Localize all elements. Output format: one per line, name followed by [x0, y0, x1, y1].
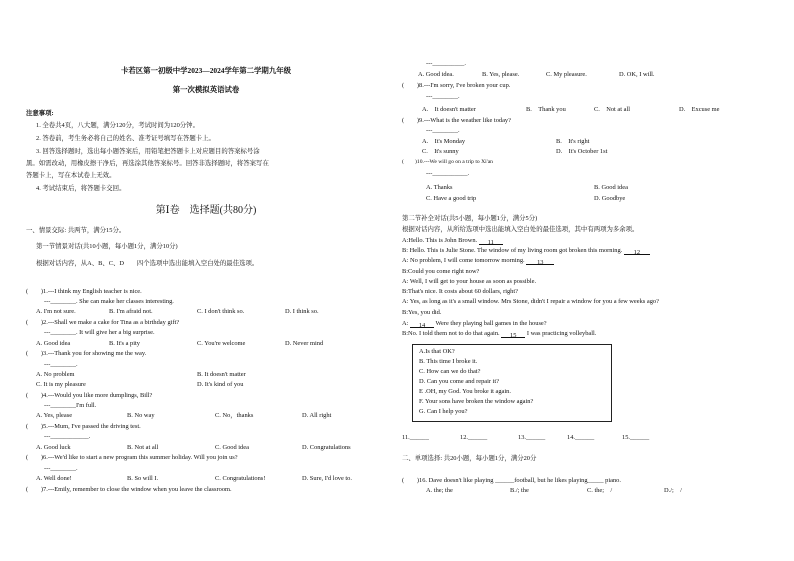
question-7-stem: ( )7.---Emily, remember to close the window when you leave the classroom.: [26, 486, 232, 493]
part1-instructions: 根据对话内容，从A、B、C、D 四个选项中选出能填入空白处的最佳选项。: [36, 260, 259, 267]
part1-sub-title: 第一节情景对话(共10小题，每小题1分，满分10分): [36, 243, 178, 250]
question-6-option-b[interactable]: B. So will I.: [127, 475, 159, 482]
question-5-stem: ( )5.---Mum, I've passed the driving test.: [26, 423, 141, 430]
question-1-line2: ---________. She can make her classes interesting.: [44, 298, 174, 305]
dialogue-line-9-text: Were they playing ball games in the house?: [435, 320, 547, 327]
question-10-option-c[interactable]: C. Have a good trip: [426, 195, 477, 202]
question-3-option-a[interactable]: A. No problem: [36, 371, 75, 378]
note-4: 4. 考试结束后，将答题卡交回。: [36, 185, 126, 192]
question-2-option-b[interactable]: B. It's a pity: [109, 340, 140, 347]
question-4-option-d[interactable]: D. All right: [302, 412, 332, 419]
note-3-cont: 黑。如需改动，用橡皮擦干净后，再选涂其他答案标号。回答非选择题时，将答案写在: [26, 160, 269, 167]
question-5-option-a[interactable]: A. Good luck: [36, 444, 71, 451]
question-1-stem: ( )1.---I think my English teacher is nice.: [26, 288, 142, 295]
box-option-d: D. Can you come and repair it?: [419, 378, 500, 385]
part2-instructions: 根据对话内容，从所给选项中选出能填入空白处的最佳选项，其中有两项为多余项。: [402, 226, 639, 233]
answer-15[interactable]: 15.______: [622, 434, 650, 441]
question-1-option-b[interactable]: B. I'm afraid not.: [109, 308, 153, 315]
question-10-option-a[interactable]: A. Thanks: [426, 184, 453, 191]
part1-title: 一、情景交际: 共两节，满分15分。: [26, 227, 126, 234]
dialogue-line-2: [402, 247, 650, 255]
box-option-e: E .OH, my God. You broke it again.: [419, 388, 511, 395]
question-10-option-b[interactable]: B. Good idea: [594, 184, 628, 191]
dialogue-line-9-speaker: A:: [402, 320, 409, 327]
question-4-option-b[interactable]: B. No way: [127, 412, 155, 419]
question-1-option-c[interactable]: C. I don't think so.: [197, 308, 245, 315]
question-8-option-d[interactable]: D. Excuse me: [679, 106, 720, 113]
question-7-option-b[interactable]: B. Yes, please.: [482, 71, 520, 78]
question-7-line2: ---__________.: [426, 60, 466, 67]
answer-12[interactable]: 12.______: [460, 434, 488, 441]
dialogue-line-8: B:Yes, you did.: [402, 309, 442, 316]
part3-title: 二、单项选择: 共20小题，每小题1分，满分20分: [402, 455, 537, 462]
dialogue-line-10-text: B:No. I told them not to do that again.: [402, 330, 500, 337]
question-2-option-a[interactable]: A. Good idea: [36, 340, 71, 347]
box-option-b: B. This time I broke it.: [419, 358, 478, 365]
question-16-option-c[interactable]: C. the; /: [587, 487, 613, 494]
question-6-stem: ( )6.---We'd like to start a new program this summer holiday. Will you join us?: [26, 454, 238, 461]
question-3-stem: ( )3.---Thank you for showing me the way.: [26, 350, 147, 357]
question-6-option-d[interactable]: D. Sure, I'd love to.: [302, 475, 352, 482]
left-column: [26, 0, 386, 561]
question-16-option-a[interactable]: A. the; the: [426, 487, 453, 494]
question-1-option-a[interactable]: A. I'm not sure.: [36, 308, 76, 315]
blank-13[interactable]: 13: [526, 259, 554, 265]
question-3-option-d[interactable]: D. It's kind of you: [197, 381, 244, 388]
question-5-option-d[interactable]: D. Congratulations: [302, 444, 351, 451]
answer-11[interactable]: 11.______: [402, 434, 429, 441]
question-4-stem: ( )4.---Would you like more dumplings, Bill?: [26, 392, 153, 399]
dialogue-line-1-text: A:Hello. This is John Brown.: [402, 237, 478, 244]
question-6-line2: ---________.: [44, 465, 78, 472]
box-option-c: C. How can we do that?: [419, 368, 481, 375]
box-option-a: A.Is that OK?: [419, 348, 455, 355]
right-column: [402, 0, 770, 561]
note-1: 1. 全卷共4页，八大题，满分120分，考试时间为120分钟。: [36, 122, 199, 129]
question-5-option-c[interactable]: C. Good idea: [215, 444, 249, 451]
box-option-g: G. Can I help you?: [419, 408, 468, 415]
question-9-stem: ( )9.---What is the weather like today?: [402, 117, 511, 124]
dialogue-line-10-end: I was practicing volleyball.: [526, 330, 597, 337]
blank-11[interactable]: 11: [479, 239, 503, 245]
blank-14[interactable]: 14: [410, 322, 434, 328]
question-9-line2: ---________.: [426, 127, 460, 134]
question-10-stem: ( )10.---We will go on a trip to Xi'an: [402, 159, 493, 165]
question-7-option-a[interactable]: A. Good idea.: [418, 71, 454, 78]
question-10-option-d[interactable]: D. Goodbye: [594, 195, 626, 202]
question-7-option-c[interactable]: C. My pleasure.: [546, 71, 587, 78]
dialogue-line-3: [402, 257, 554, 265]
answer-13[interactable]: 13.______: [518, 434, 546, 441]
question-9-option-d[interactable]: D. It's October 1st: [556, 148, 608, 155]
question-2-stem: ( )2.---Shall we make a cake for Tina as a birthday gift?: [26, 319, 180, 326]
question-8-option-a[interactable]: A. It doesn't matter: [422, 106, 476, 113]
question-6-option-a[interactable]: A. Well done!: [36, 475, 72, 482]
question-9-option-c[interactable]: C. It's sunny: [422, 148, 459, 155]
note-3-end: 答题卡上，写在本试卷上无效。: [26, 172, 116, 179]
question-5-option-b[interactable]: B. Not at all: [127, 444, 159, 451]
question-16-stem: ( )16. Dave doesn't like playing ______football, but he likes playing_____ piano.: [402, 477, 621, 484]
question-8-stem: ( )8.---I'm sorry, I've broken your cup.: [402, 82, 511, 89]
note-3: 3. 回答选择题时，选出每小题答案后，用铅笔把答题卡上对应题目的答案标号涂: [36, 148, 260, 155]
question-10-line2: ---___________.: [426, 170, 470, 177]
dialogue-line-6: B:That's nice. It costs about 60 dollars, right?: [402, 288, 518, 295]
dialogue-line-4: B:Could you come right now?: [402, 268, 480, 275]
question-2-option-d[interactable]: D. Never mind: [285, 340, 324, 347]
answer-14[interactable]: 14.______: [567, 434, 595, 441]
question-2-line2: ---________. It will give her a big surprise.: [44, 329, 155, 336]
question-9-option-b[interactable]: B. It's right: [556, 138, 590, 145]
question-16-option-b[interactable]: B./; the: [510, 487, 529, 494]
part2-title: 第二节补全对话(共5小题，每小题1分，满分5分): [402, 215, 538, 222]
question-8-option-b[interactable]: B. Thank you: [526, 106, 566, 113]
question-9-option-a[interactable]: A. It's Monday: [422, 138, 466, 145]
question-3-line2: ---________.: [44, 361, 78, 368]
dialogue-line-3-text: A: No problem, I will come tomorrow morning.: [402, 257, 525, 264]
question-8-line2: ---________.: [426, 93, 460, 100]
question-2-option-c[interactable]: C. You're welcome: [197, 340, 246, 347]
blank-15[interactable]: 15: [501, 332, 525, 338]
question-4-option-a[interactable]: A. Yes, please: [36, 412, 73, 419]
section1-title: 第Ⅰ卷 选择题(共80分): [155, 205, 257, 216]
question-4-line2: ---________I'm full.: [44, 402, 97, 409]
dialogue-line-7: A: Yes, as long as it's a small window. Mrs Stone, didn't I repair a window for you a few weeks ago?: [402, 298, 659, 305]
question-5-line2: ---____________.: [44, 433, 91, 440]
question-7-option-d[interactable]: D. OK, I will.: [619, 71, 655, 78]
question-8-option-c[interactable]: C. Not at all: [594, 106, 631, 113]
dialogue-line-5: A: Well, I will get to your house as soon as possible.: [402, 278, 537, 285]
dialogue-line-1: [402, 237, 503, 245]
blank-12[interactable]: 12: [624, 249, 650, 255]
exam-title-line2: 第一次模拟英语试卷: [172, 85, 240, 94]
question-3-option-c[interactable]: C. It is my pleasure: [36, 381, 86, 388]
question-3-option-b[interactable]: B. It doesn't matter: [197, 371, 246, 378]
dialogue-line-10: [402, 330, 596, 338]
dialogue-options-box: [412, 344, 612, 422]
notes-heading: 注意事项:: [26, 110, 54, 117]
question-6-option-c[interactable]: C. Congratulations!: [215, 475, 266, 482]
question-16-option-d[interactable]: D./; /: [664, 487, 682, 494]
box-option-f: F. Your sons have broken the window again?: [419, 398, 534, 405]
question-4-option-c[interactable]: C. No，thanks: [215, 412, 254, 419]
dialogue-line-2-text: B: Hello. This is Julie Stone. The window of my living room got broken this morning.: [402, 247, 623, 254]
note-2: 2. 答卷前，考生务必将自己的姓名、准考证号填写在答题卡上。: [36, 135, 215, 142]
dialogue-line-9: [402, 320, 547, 328]
exam-title-line1: 卡若区第一初级中学2023—2024学年第二学期九年级: [121, 66, 291, 75]
question-1-option-d[interactable]: D. I think so.: [285, 308, 319, 315]
